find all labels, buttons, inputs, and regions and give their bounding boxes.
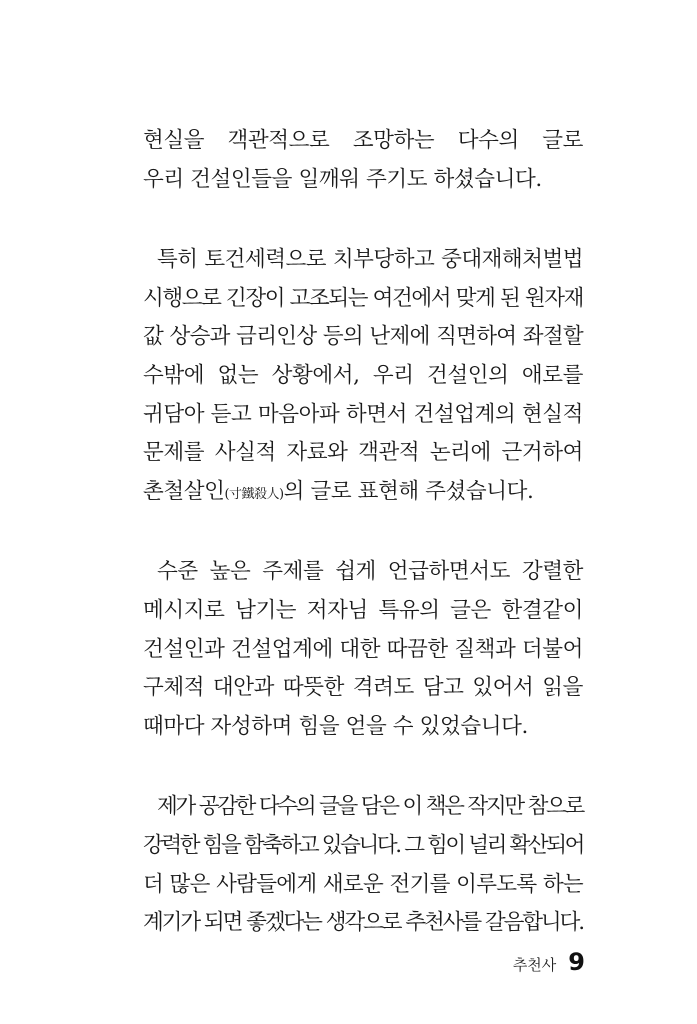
text-line: 계기가 되면 좋겠다는 생각으로 추천사를 갈음합니다. (143, 910, 583, 936)
text-line: 강력한 힘을 함축하고 있습니다. 그 힘이 널리 확산되어 (143, 832, 583, 858)
text-line: 더 많은 사람들에게 새로운 전기를 이루도록 하는 (143, 871, 583, 897)
paragraph-2 (143, 241, 583, 511)
text-line: 귀담아 듣고 마음아파 하면서 건설업계의 현실적 (143, 401, 583, 427)
hanja-annotation: (寸鐵殺人) (224, 486, 284, 502)
paragraph-3 (143, 553, 583, 746)
section-label: 추천사 (512, 956, 557, 974)
text-line: 건설인과 건설업계에 대한 따끔한 질책과 더불어 (143, 636, 583, 662)
text-line (143, 473, 583, 512)
text-line: 제가 공감한 다수의 글을 담은 이 책은 작지만 참으로 (157, 794, 583, 820)
text-line: 우리 건설인들을 일깨워 주기도 하셨습니다. (143, 166, 542, 192)
text-line: 메시지로 남기는 저자님 특유의 글은 한결같이 (143, 597, 583, 623)
paragraph-1 (143, 122, 583, 199)
text-segment: 의 글로 표현해 주셨습니다. (283, 478, 534, 504)
text-line: 값 상승과 금리인상 등의 난제에 직면하여 좌절할 (143, 324, 583, 350)
text-line: 현실을 객관적으로 조망하는 다수의 글로 (143, 128, 583, 153)
paragraph-4 (143, 788, 583, 942)
page-number: 9 (568, 948, 585, 976)
text-line: 수밖에 없는 상황에서, 우리 건설인의 애로를 (143, 362, 583, 388)
text-line: 시행으로 긴장이 고조되는 여건에서 맞게 된 원자재 (143, 285, 583, 311)
page-footer (513, 948, 585, 978)
text-line: 구체적 대안과 따뜻한 격려도 담고 있어서 읽을 (143, 675, 583, 701)
text-line: 때마다 자성하며 힘을 얻을 수 있었습니다. (143, 713, 528, 739)
text-line: 특히 토건세력으로 치부당하고 중대재해처벌법 (157, 247, 583, 273)
text-line: 수준 높은 주제를 쉽게 언급하면서도 강렬한 (157, 559, 583, 585)
body-text (143, 122, 583, 985)
text-segment: 촌철살인 (143, 478, 225, 504)
text-line: 문제를 사실적 자료와 객관적 논리에 근거하여 (143, 440, 583, 466)
